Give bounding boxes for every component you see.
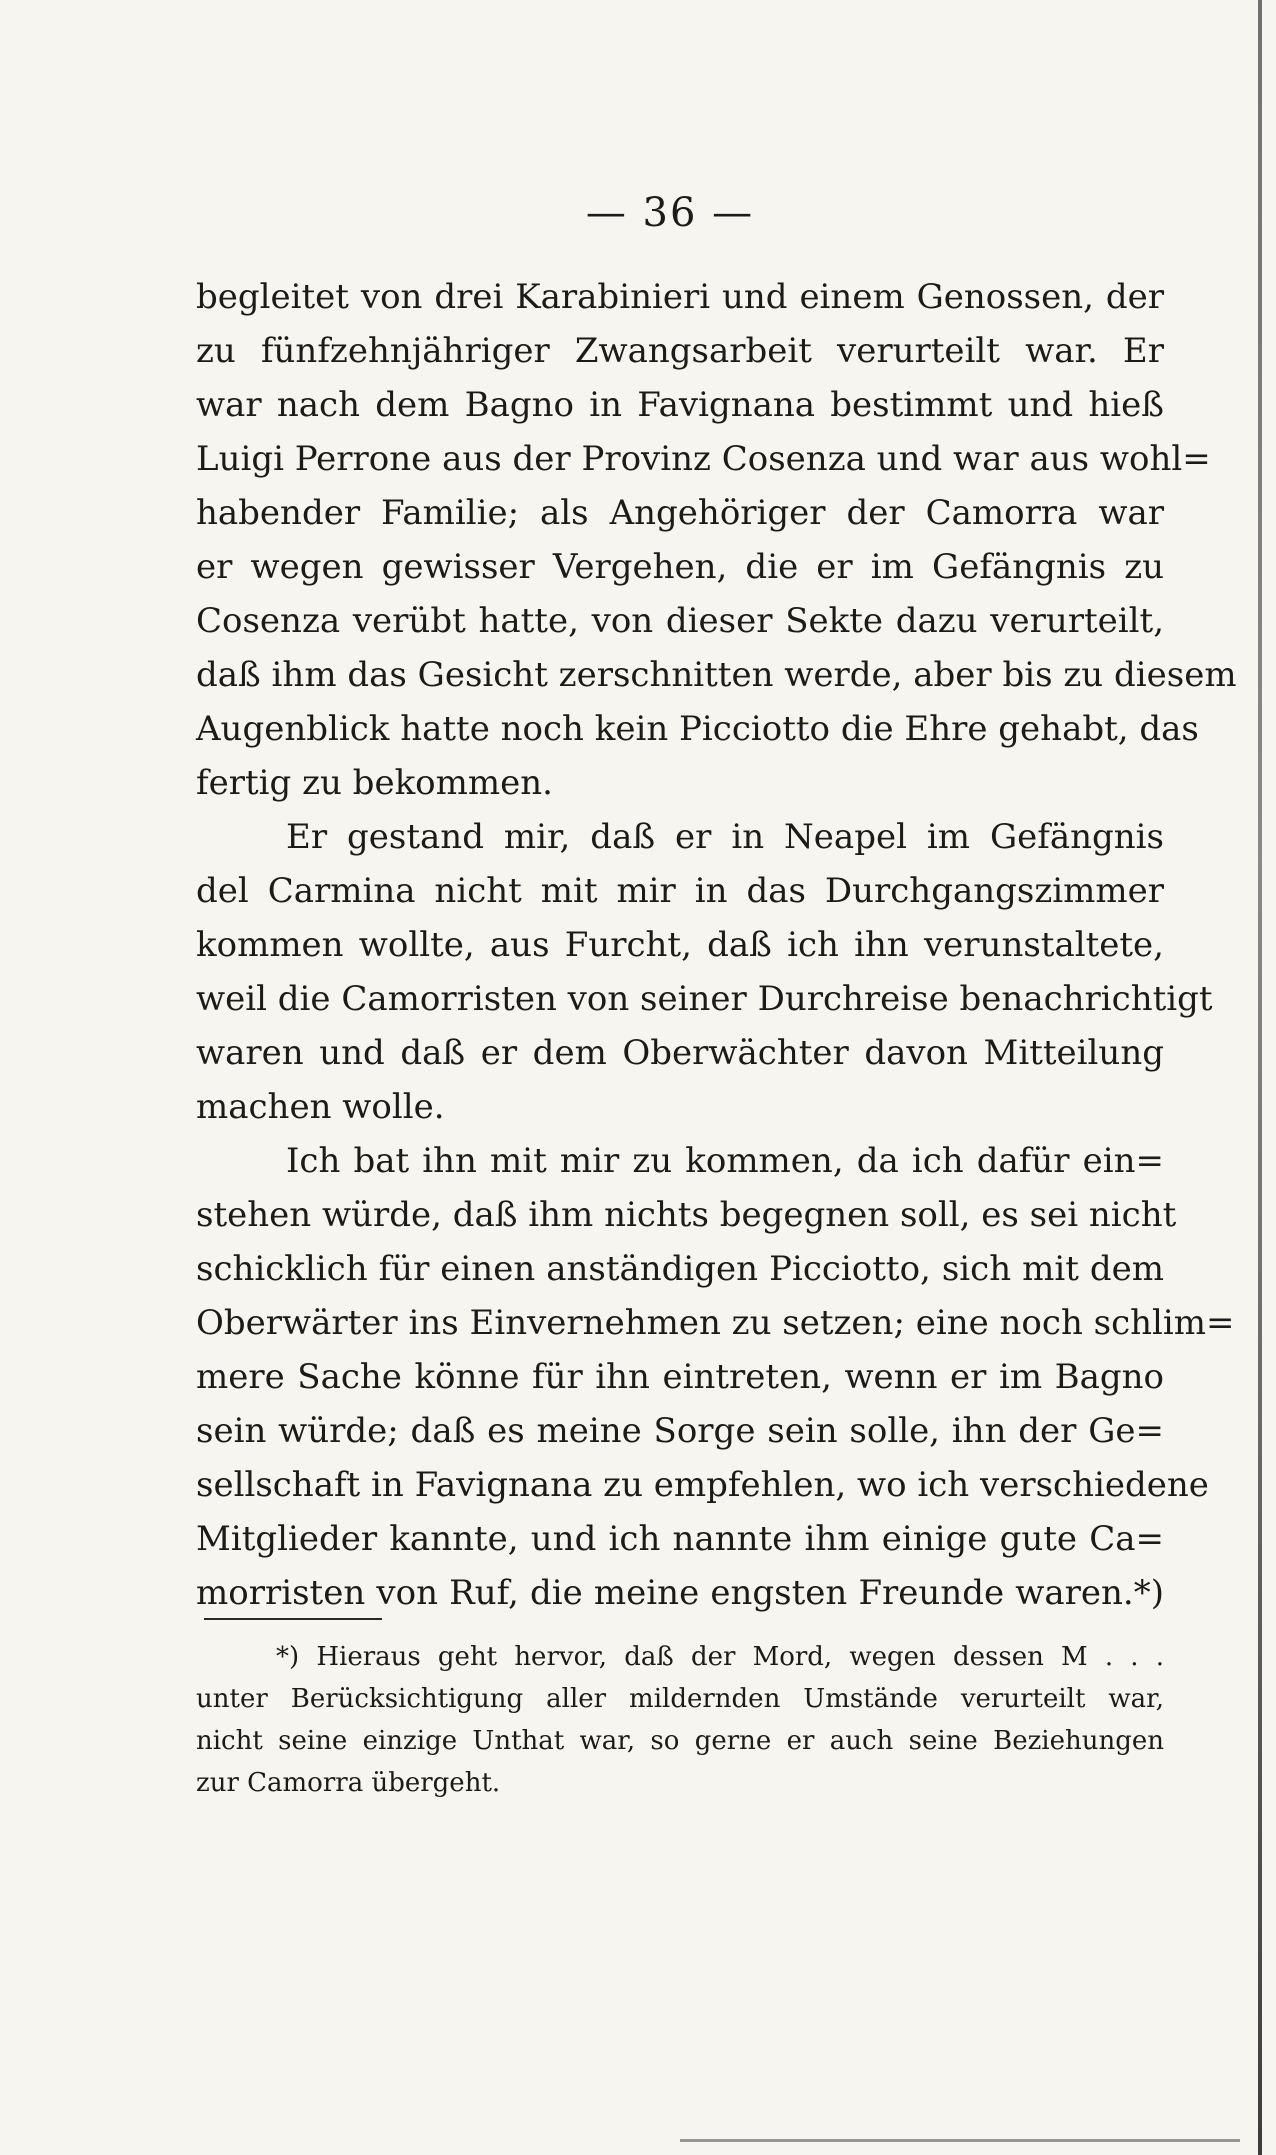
paragraph-3 [196, 1134, 1235, 1620]
text-line: waren und daß er dem Oberwächter davon Mitteilung [196, 1033, 1164, 1073]
text-line: Luigi Perrone aus der Provinz Cosenza und war aus wohl= [196, 439, 1211, 479]
text-line: Er gestand mir, daß er in Neapel im Gefängnis [286, 817, 1164, 857]
footnote-line: zur Camorra übergeht. [196, 1768, 501, 1798]
page-edge-shadow [1258, 0, 1262, 2155]
text-line: mere Sache könne für ihn eintreten, wenn er im Bagno [196, 1357, 1164, 1397]
text-line: fertig zu bekommen. [196, 763, 553, 803]
text-line: Mitglieder kannte, und ich nannte ihm einige gute Ca= [196, 1519, 1164, 1559]
text-line: stehen würde, daß ihm nichts begegnen soll, es sei nicht [196, 1195, 1177, 1235]
text-line: war nach dem Bagno in Favignana bestimmt und hieß [196, 385, 1164, 425]
text-line: habender Familie; als Angehöriger der Camorra war [196, 493, 1164, 533]
paragraph-2 [196, 810, 1213, 1134]
body-text [196, 270, 1237, 1620]
text-line: schicklich für einen anständigen Picciotto, sich mit dem [196, 1249, 1164, 1289]
paragraph-1 [196, 270, 1237, 810]
text-line: daß ihm das Gesicht zerschnitten werde, aber bis zu diesem [196, 655, 1237, 695]
footnote [196, 1636, 1164, 1804]
text-line: Cosenza verübt hatte, von dieser Sekte dazu verurteilt, [196, 601, 1164, 641]
text-line: machen wolle. [196, 1087, 445, 1127]
page-bottom-edge [680, 2139, 1240, 2142]
text-line: sein würde; daß es meine Sorge sein solle, ihn der Ge= [196, 1411, 1164, 1451]
footnote-line: unter Berücksichtigung aller mildernden Umstände verurteilt war, [196, 1684, 1164, 1714]
page-number: — 36 — [585, 190, 755, 236]
text-line: Augenblick hatte noch kein Picciotto die Ehre gehabt, das [196, 709, 1199, 749]
text-line: Ich bat ihn mit mir zu kommen, da ich dafür ein= [286, 1141, 1164, 1181]
text-line: begleitet von drei Karabinieri und einem Genossen, der [196, 277, 1164, 317]
text-line: kommen wollte, aus Furcht, daß ich ihn verunstaltete, [196, 925, 1164, 965]
footnote-line: *) Hieraus geht hervor, daß der Mord, wegen dessen M . . . [276, 1642, 1164, 1672]
text-line: del Carmina nicht mit mir in das Durchgangszimmer [196, 871, 1164, 911]
footnote-divider [204, 1618, 382, 1620]
footnote-line: nicht seine einzige Unthat war, so gerne er auch seine Beziehungen [196, 1726, 1164, 1756]
text-line: zu fünfzehnjähriger Zwangsarbeit verurteilt war. Er [196, 331, 1164, 371]
text-line: er wegen gewisser Vergehen, die er im Gefängnis zu [196, 547, 1164, 587]
text-line: Oberwärter ins Einvernehmen zu setzen; eine noch schlim= [196, 1303, 1235, 1343]
text-line: morristen von Ruf, die meine engsten Freunde waren.*) [196, 1573, 1164, 1613]
text-line: weil die Camorristen von seiner Durchreise benachrichtigt [196, 979, 1213, 1019]
text-line: sellschaft in Favignana zu empfehlen, wo ich verschiedene [196, 1465, 1209, 1505]
